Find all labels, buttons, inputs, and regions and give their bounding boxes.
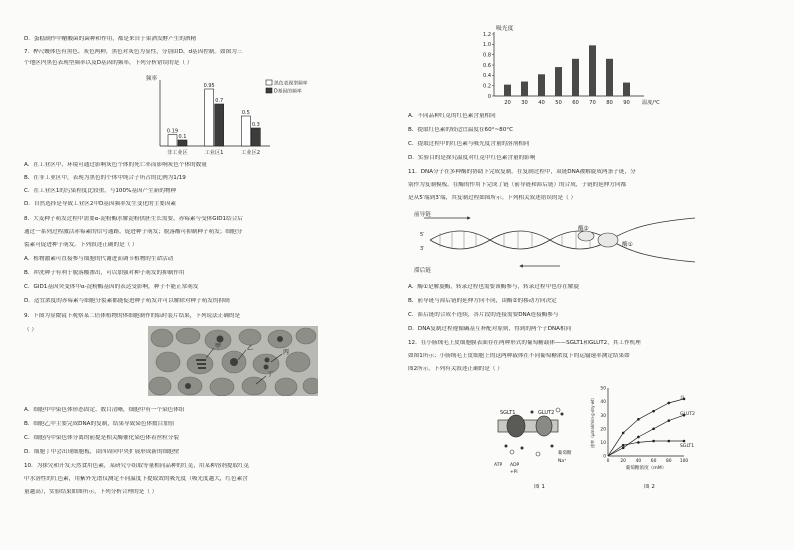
- fig1-label: ATP: [494, 463, 503, 468]
- series-label: 总: [680, 395, 685, 401]
- cell-label: 乙: [247, 345, 254, 352]
- bar: [555, 67, 562, 96]
- y-tick-label: 0.6: [483, 62, 491, 69]
- bar: [538, 74, 545, 96]
- option-line: A．酶①是解旋酶，转录过程也需要该酶参与，转录过程中也存在解旋: [408, 284, 580, 290]
- y-tick-label: 0: [603, 454, 606, 460]
- fig1-label: 葡萄糖: [558, 451, 572, 456]
- fig1-label: Na⁺: [558, 459, 567, 464]
- y-tick-label: 0: [487, 93, 491, 100]
- question-line: 12．在小肠绒毛上皮细胞膜表面存在两种形式的葡萄糖载体——SGLT1和GLUT2，其工作机理: [408, 340, 641, 346]
- x-axis-label: 温度/℃: [642, 100, 660, 106]
- data-point: [652, 440, 655, 443]
- y-tick-label: 30: [600, 413, 606, 419]
- question-line: 别作为复制模板。在酶的作用下完成了链（前导链和滞后链）的合成，子链的延伸方向都: [408, 182, 627, 188]
- data-point: [668, 440, 671, 443]
- dna-label: 5′: [420, 232, 425, 238]
- data-point: [622, 432, 625, 435]
- bar: [168, 135, 177, 146]
- legend-label: D基因的频率: [274, 89, 302, 95]
- question-line: 11．DNA分子在多种酶的协助下完成复制。在复制过程中，双链DNA被解旋成两条子链，分: [408, 169, 636, 175]
- y-tick-label: 0.8: [483, 52, 491, 59]
- question-line: 如图1所示；小肠绒毛上皮细胞上的这两种载体在不同葡萄糖浓度下的运输速率测定结果如: [408, 353, 630, 359]
- fig1-label: SGLT1: [500, 410, 516, 416]
- data-point: [668, 402, 671, 405]
- x-tick-label: 80: [606, 100, 613, 106]
- data-label: 0.95: [203, 83, 215, 89]
- y-tick-label: 40: [600, 400, 606, 406]
- x-tick-label: 100: [679, 459, 689, 464]
- category-label: 工业区1: [204, 150, 224, 156]
- data-label: 0.19: [166, 128, 179, 135]
- y-tick-label: 20: [600, 427, 606, 433]
- option-line: C．在工业区1的污染程度比较重，与100%基因产生新的物种: [24, 188, 177, 194]
- series-label: GLUT2: [680, 412, 695, 418]
- fig1-caption: 图 1: [534, 484, 545, 490]
- bar: [521, 82, 528, 96]
- data-point: [637, 441, 640, 444]
- question-line: D．蛋糕制作中醋酸菌的菌种和作用，都是来自于果酒发酵产生的酒精: [24, 36, 197, 42]
- series-line: [608, 415, 684, 456]
- bar: [205, 89, 214, 146]
- option-line: D．自然选择是导致工业区2中D基因频率发生变化的主要因素: [24, 201, 177, 207]
- data-point: [668, 419, 671, 422]
- data-point: [637, 418, 640, 421]
- option-line: D．DNA复制过程遵循碱基互补配对原则，得到的两个子DNA相同: [408, 326, 572, 332]
- y-tick-label: 10: [600, 441, 606, 446]
- cell-micrograph: [148, 326, 318, 396]
- absorbance-temperature-bar-chart: [470, 24, 670, 108]
- option-line: A．不同品种红苋的红色素含量相同: [408, 113, 496, 119]
- x-tick-label: 40: [538, 100, 545, 106]
- option-line: D．细胞丁中会出现细胞板，由四周向中央扩展形成新的细胞壁: [24, 449, 180, 455]
- question-line: 10．为探究和开发天然食用色素，某研究小组取等量相同品种的红苋，用某种溶剂提取红苋: [24, 463, 250, 469]
- question-line: 中水溶性的红色素，用紫外光谱仪测定不同温度下提取效的吸光度（吸光度越大，红色素含: [24, 476, 248, 482]
- cell-label: 甲: [215, 343, 222, 350]
- legend-swatch: [266, 88, 272, 93]
- option-line: D．适宜浓度的赤霉素与细胞分裂素都能促进种子萌发并可以解除对种子萌发的抑制: [24, 298, 230, 304]
- dna-label: 酶②: [578, 226, 589, 232]
- category-label: 非工业区: [166, 150, 188, 156]
- x-tick-label: 0: [606, 459, 610, 464]
- data-point: [683, 440, 686, 443]
- bar: [215, 104, 224, 146]
- y-axis-label: 速率（μmol/min·g·dry·wt）: [590, 395, 595, 448]
- transporter-diagram: [492, 402, 592, 480]
- x-tick-label: 60: [572, 100, 579, 106]
- y-tick-label: 0.2: [483, 83, 491, 90]
- category-label: 工业区2: [241, 150, 261, 156]
- cell-label: 丙: [283, 349, 290, 356]
- x-tick-label: 70: [589, 100, 596, 106]
- data-point: [637, 436, 640, 439]
- x-tick-label: 20: [504, 100, 511, 106]
- data-point: [652, 410, 655, 413]
- fig1-label: GLUT2: [538, 410, 555, 416]
- y-tick-label: 1.0: [483, 42, 491, 49]
- x-tick-label: 50: [555, 100, 562, 106]
- question-line: 量越高），实验结果如图所示。下列分析合理的是（ ）: [24, 489, 158, 495]
- option-line: C．提取过程中的红色素与吸光度含量的溶剂相同: [408, 141, 530, 147]
- bar: [606, 59, 613, 96]
- x-tick-label: 30: [521, 100, 528, 106]
- option-line: C．GID1基因突变体中α-淀粉酶基因的表达受影响，种子不能正常萌发: [24, 284, 199, 290]
- question-line: 图2所示。下列有关叙述正确的是（ ）: [408, 366, 503, 372]
- fig1-label: +Pi: [510, 470, 518, 475]
- dna-replication-diagram: [410, 206, 700, 274]
- option-line: B．在非工业区中，表现为黑色的个体中纯合子所占的比例为1/19: [24, 175, 186, 181]
- option-line: B．细胞乙中主要完成DNA的复制，结果导致染色体数目加倍: [24, 421, 175, 427]
- data-label: 0.5: [241, 110, 250, 116]
- option-line: C．滞后链的合成不连续，各片段的连接需要DNA连接酶参与: [408, 312, 559, 318]
- dna-label: 酶①: [622, 242, 633, 248]
- left-column: [24, 0, 396, 550]
- option-line: A．细胞甲中染色体形态固定、数目清晰，细胞中有一个染色体组: [24, 407, 185, 413]
- bar: [504, 85, 511, 96]
- dna-label: 滞后链: [414, 268, 431, 274]
- option-line: D．实验目的是探究温度对红苋中红色素含量的影响: [408, 155, 536, 161]
- data-label: 0.1: [178, 134, 187, 140]
- question-line: 是从5′端到3′端，其复制过程如图所示。下列相关叙述错误的是（ ）: [408, 195, 577, 201]
- option-line: A．植物激素可直接参与细胞的代谢进而调节植物的生命活动: [24, 256, 174, 262]
- x-tick-label: 80: [666, 459, 672, 464]
- phenotype-frequency-bar-chart: [134, 70, 324, 158]
- bar: [572, 59, 579, 96]
- option-line: B．冲洗种子有利于脱落酸渗出，可以加强对种子萌发的抑制作用: [24, 270, 185, 276]
- x-tick-label: 40: [635, 459, 642, 464]
- bar: [241, 116, 250, 146]
- question-line: 9．下图为显微镜下观察某二倍体植物的体细胞制作的临时装片结果，下列说法正确的是: [24, 313, 241, 319]
- x-tick-label: 20: [620, 459, 626, 464]
- series-line: [608, 441, 684, 456]
- data-point: [622, 444, 625, 447]
- question-line: （ ）: [24, 327, 37, 333]
- option-line: A．在工业区中，环境可通过影响灰色个体的死亡率而影响灰色个体的数量: [24, 162, 207, 168]
- question-line: 裂素可促进种子萌发。下列叙述正确的是（ ）: [24, 242, 138, 248]
- data-label: 0.7: [215, 98, 224, 104]
- question-line: 个地区内黑色表现型频率以及D基因的频率，下列分析错误的是（ ）: [24, 60, 193, 66]
- option-line: B．前导链与滞后链的延伸方向不同，由酶②的移动方向决定: [408, 298, 557, 304]
- y-axis-label: 频率: [146, 76, 158, 82]
- data-point: [622, 447, 625, 450]
- question-line: 7．桦尺蠖体色有黑色、灰色两种，黑色对灰色为显性，分别由D、d基因控制。如图为三: [24, 49, 243, 55]
- data-point: [652, 428, 655, 431]
- right-column: [408, 0, 780, 550]
- fig2-caption: 图 2: [644, 484, 655, 490]
- transport-rate-line-chart: [588, 376, 698, 476]
- dna-label: 前导链: [414, 212, 431, 218]
- x-tick-label: 90: [623, 100, 630, 106]
- data-label: 0.3: [251, 122, 260, 128]
- bar: [251, 128, 260, 146]
- series-label: SGLT1: [680, 444, 695, 450]
- option-line: C．细胞丙中染色体分离的前提是相关酶催化染色体着丝粒分裂: [24, 435, 179, 441]
- question-line: 通过一系列过程激活赤霉素的信号通路，促进种子萌发；脱落酸可抑制种子萌发；细胞分: [24, 229, 243, 235]
- cell-label: 丁: [267, 371, 274, 378]
- fig1-label: ADP: [510, 463, 520, 468]
- bar: [623, 83, 630, 96]
- legend-swatch: [266, 80, 272, 85]
- option-line: B．提取红色素的较适宜温度在60°~80°C: [408, 127, 513, 133]
- bar: [178, 140, 187, 146]
- dna-label: 3′: [420, 246, 425, 252]
- y-tick-label: 0.4: [483, 73, 491, 80]
- y-tick-label: 50: [600, 386, 606, 392]
- x-axis-label: 葡萄糖浓度（mM）: [625, 466, 667, 471]
- bar: [589, 45, 596, 96]
- y-axis-label: 吸光度: [496, 26, 514, 32]
- y-tick-label: 1.2: [483, 31, 491, 38]
- question-line: 8．大麦种子萌发过程中需要α-淀粉酶水解淀粉供胚生长需要，赤霉素与受体GID1结合后: [24, 216, 243, 222]
- x-tick-label: 60: [650, 459, 657, 464]
- legend-label: 黑色表现型频率: [274, 81, 308, 87]
